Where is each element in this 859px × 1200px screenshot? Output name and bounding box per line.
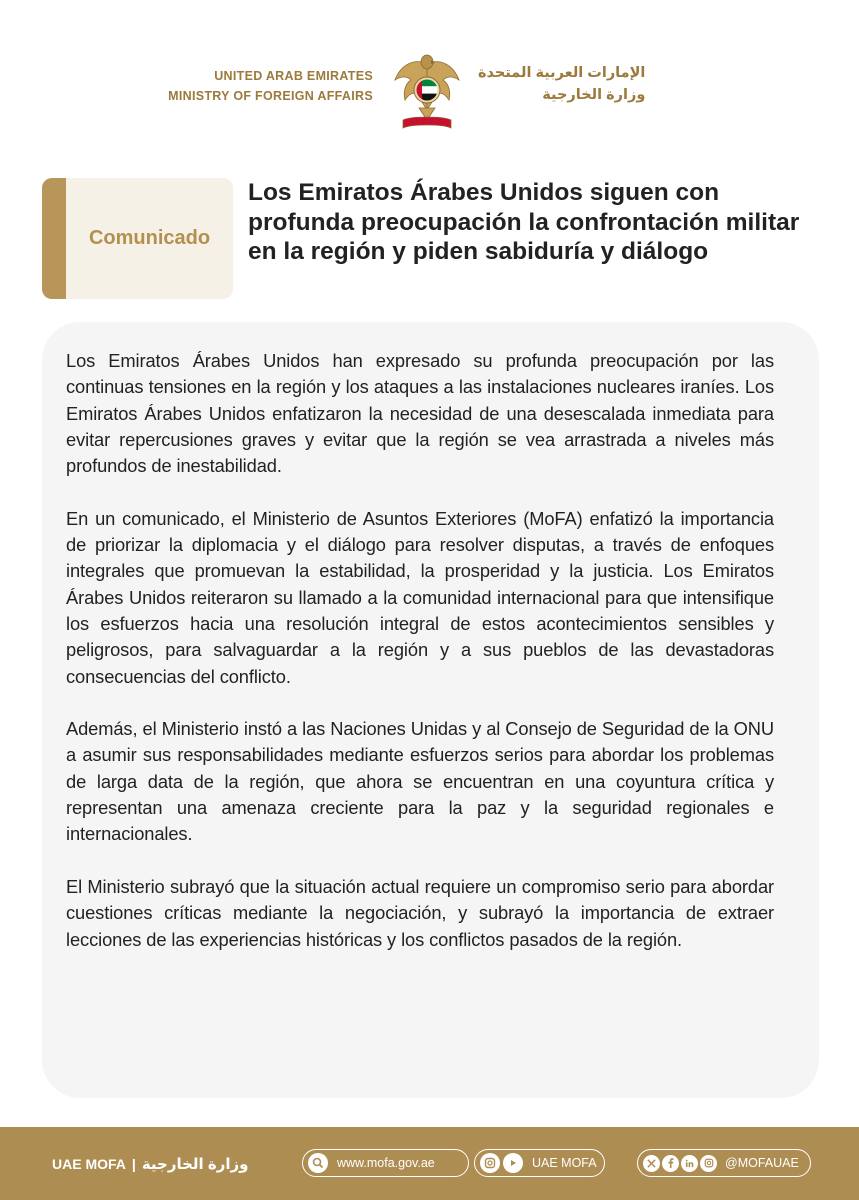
social-handle: @MOFAUAE [725, 1156, 799, 1170]
uae-falcon-emblem-icon [391, 50, 463, 132]
tag-accent-bar [42, 178, 66, 299]
body-paragraph-4: El Ministerio subrayó que la situación actual requiere un compromiso serio para abordar cuestiones críticas mediante la negociación, y subrayó la importancia de extraer lecciones de las experiencias históricas y los conflictos pasados de la región. [66, 875, 774, 950]
social-links[interactable] [637, 1149, 811, 1177]
body-paragraph-2: En un comunicado, el Ministerio de Asuntos Exteriores (MoFA) enfatizó la importancia de priorizar la diplomacia y el diálogo para resolver disputas, a través de enfoques integrales que promuevan la estabilidad, la prosperidad y la justicia. Los Emiratos Árabes Unidos reiteraron su llamado a la comunidad internacional para que intensifique los esfuerzos hacia una resolución integral de estos acontecimientos sensibles y peligrosos, para salvaguardar a la región y a sus pueblos de las devastadoras consecuencias del conflicto. [66, 507, 774, 687]
instagram-icon[interactable] [700, 1155, 717, 1172]
instagram-icon [480, 1153, 500, 1173]
ministry-name-arabic [478, 62, 645, 106]
country-name-en: UNITED ARAB EMIRATES [214, 69, 373, 83]
ministry-name-ar: وزارة الخارجية [542, 87, 646, 103]
category-label: Comunicado [88, 227, 211, 249]
page-title: Los Emiratos Árabes Unidos siguen con profunda preocupación la confrontación militar en la región y piden sabiduría y diálogo [248, 179, 800, 265]
youtube-channel-name: UAE MOFA [532, 1156, 597, 1170]
facebook-icon[interactable] [662, 1155, 679, 1172]
website-link[interactable] [302, 1149, 469, 1177]
page-footer [0, 1127, 859, 1200]
body-paragraph-1: Los Emiratos Árabes Unidos han expresado su profunda preocupación por las continuas tensiones en la región y los ataques a las instalaciones nucleares iraníes. Los Emiratos Árabes Unidos enfatizaron la necesidad de una desescalada inmediata para evitar repercusiones graves y evitar que la región se vea arrastrada a niveles más profundos de inestabilidad. [66, 350, 774, 477]
ministry-name-english [168, 66, 373, 106]
footer-brand-separator: | [131, 1156, 136, 1172]
youtube-link[interactable] [474, 1149, 605, 1177]
website-url: www.mofa.gov.ae [337, 1156, 435, 1170]
search-icon [308, 1153, 328, 1173]
footer-brand-en: UAE MOFA [52, 1156, 126, 1172]
ministry-name-en: MINISTRY OF FOREIGN AFFAIRS [168, 89, 373, 103]
linkedin-icon[interactable] [681, 1155, 698, 1172]
country-name-ar: الإمارات العربية المتحدة [478, 65, 646, 81]
youtube-icon [503, 1153, 523, 1173]
body-paragraph-3: Además, el Ministerio instó a las Naciones Unidas y al Consejo de Seguridad de la ONU a asumir sus responsabilidades mediante esfuerzos serios para abordar los problemas de larga data de la región, que ahora se encuentran en una coyuntura crítica y representan una amenaza creciente para la paz y la seguridad regionales e internacionales. [66, 718, 774, 845]
x-icon[interactable] [643, 1155, 660, 1172]
article-body [66, 348, 774, 979]
footer-brand-ar: وزارة الخارجية [141, 1156, 249, 1173]
footer-brand [52, 1151, 248, 1178]
category-tag [42, 178, 233, 299]
page-header [0, 0, 859, 150]
